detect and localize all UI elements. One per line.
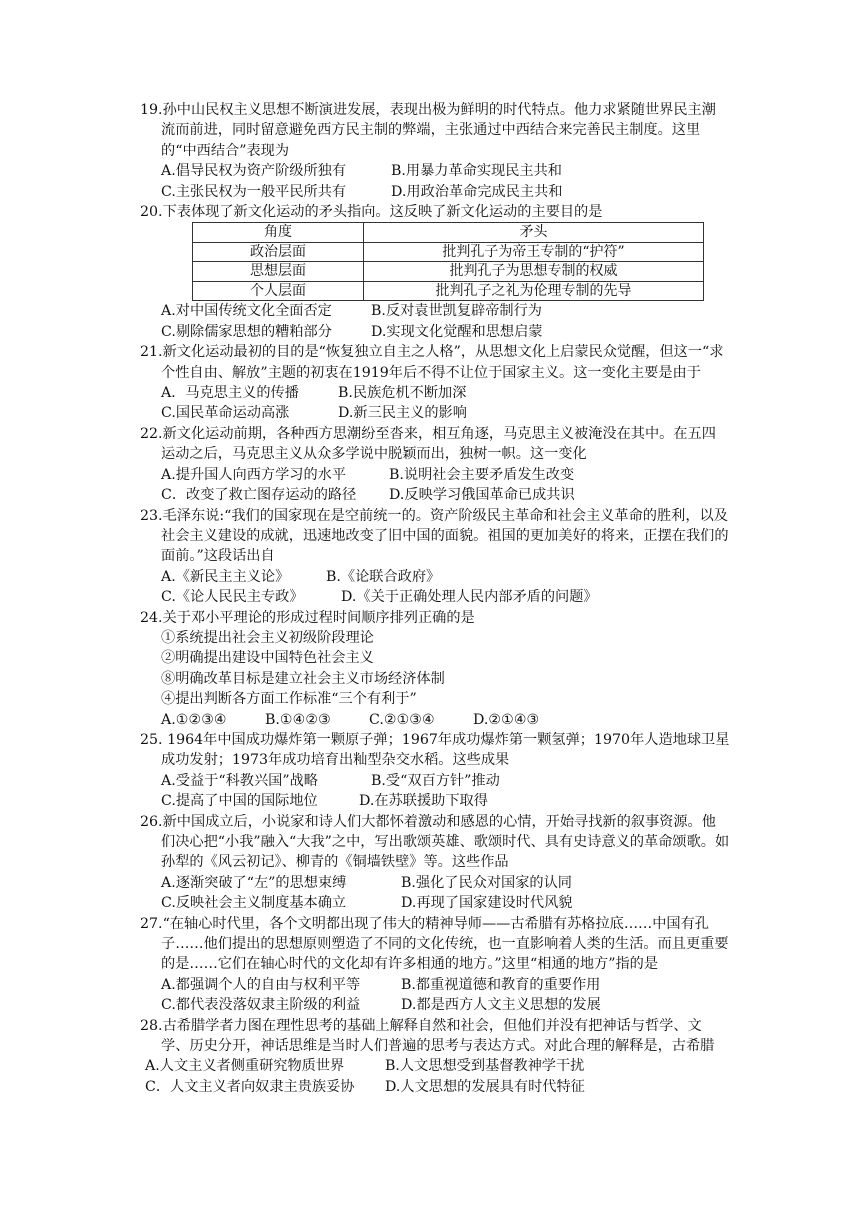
target-table — [192, 222, 704, 301]
question-stem: 24.关于邓小平理论的形成过程时间顺序排列正确的是 — [140, 609, 475, 626]
statement-item: ①系统提出社会主义初级阶段理论 — [161, 629, 374, 646]
option-c[interactable]: C．改变了救亡图存运动的路径 — [161, 487, 357, 504]
table-cell: 批判孔子为帝王专制的“护符” — [364, 242, 704, 262]
option-d[interactable]: D.实现文化觉醒和思想启蒙 — [371, 323, 543, 340]
option-a[interactable]: A.提升国人向西方学习的水平 — [161, 466, 347, 483]
option-b[interactable]: B.《论联合政府》 — [326, 568, 441, 585]
question-stem: 25. 1964年中国成功爆炸第一颗原子弹；1967年成功爆炸第一颗氢弹；1970年人造地球卫星成功发射；1973年成功培育出籼型杂交水稻。这些成果 — [140, 731, 730, 769]
question-24 — [140, 608, 730, 730]
table-cell: 思想层面 — [193, 262, 364, 282]
question-26 — [140, 812, 730, 914]
table-header-row — [193, 223, 704, 243]
option-d[interactable]: D.都是西方人文主义思想的发展 — [401, 997, 601, 1014]
statement-item: ②明确提出建设中国特色社会主义 — [161, 650, 374, 667]
option-a[interactable]: A.倡导民权为资产阶级所独有 — [161, 163, 347, 180]
option-d[interactable]: D.新三民主义的影响 — [338, 405, 467, 422]
question-stem: 21.新文化运动最初的目的是“恢复独立自主之人格”，从思想文化上启蒙民众觉醒，但这一“求个性自由、解放”主题的初衷在1919年后不得不让位于国家主义。这一变化主要是由于 — [140, 344, 724, 381]
question-23 — [140, 506, 730, 608]
option-a[interactable]: A.人文主义者侧重研究物质世界 — [145, 1058, 345, 1075]
options — [140, 771, 730, 812]
option-c[interactable]: C.②①③④ — [369, 711, 435, 728]
option-b[interactable]: B.说明社会主要矛盾发生改变 — [389, 466, 575, 483]
option-d[interactable]: D.在苏联援助下取得 — [359, 793, 488, 810]
table-row — [193, 242, 704, 262]
question-27 — [140, 914, 730, 1016]
question-stem: 20.下表体现了新文化运动的矛头指向。这反映了新文化运动的主要目的是 — [140, 204, 603, 221]
option-d[interactable]: D.《关于正确处理人民内部矛盾的问题》 — [341, 589, 598, 606]
statement-list — [140, 628, 730, 710]
table-cell: 个人层面 — [193, 281, 364, 301]
option-a[interactable]: A．马克思主义的传播 — [161, 385, 299, 402]
option-b[interactable]: B.受“双百方针”推动 — [371, 772, 500, 789]
question-19 — [140, 100, 730, 202]
option-a[interactable]: A.①②③④ — [161, 711, 227, 728]
option-d[interactable]: D.再现了国家建设时代风貌 — [401, 895, 573, 912]
question-stem: 23.毛泽东说:“我们的国家现在是空前统一的。资产阶级民主革命和社会主义革命的胜利，以及社会主义建设的成就，迅速地改变了旧中国的面貌。祖国的更加美好的将来，正摆在我们的面前。”这段话出自 — [140, 507, 729, 565]
table-cell: 政治层面 — [193, 242, 364, 262]
option-c[interactable]: C.国民革命运动高涨 — [161, 405, 290, 422]
option-c[interactable]: C.《论人民民主专政》 — [161, 589, 304, 606]
question-stem: 26.新中国成立后，小说家和诗人们大都怀着激动和感恩的心情，开始寻找新的叙事资源。他们决心把“小我”融入“大我”之中，写出歌颂英雄、歌颂时代、具有史诗意义的革命颂歌。如孙犁的《风云初记》、柳青的《铜墙铁壁》等。这些作品 — [140, 813, 730, 871]
options — [140, 301, 730, 342]
options — [140, 1056, 730, 1097]
option-d[interactable]: D.②①④③ — [473, 711, 540, 728]
option-a[interactable]: A.对中国传统文化全面否定 — [161, 303, 332, 320]
options — [140, 873, 730, 914]
question-stem: 27.“在轴心时代里，各个文明都出现了伟大的精神导师——古希腊有苏格拉底……中国有孔子……他们提出的思想原则塑造了不同的文化传统，也一直影响着人类的生活。而且更重要的是……它们在轴心时代的文化却有许多相通的地方。”这里“相通的地方”指的是 — [140, 915, 729, 973]
option-b[interactable]: B.①④②③ — [265, 711, 331, 728]
option-a[interactable]: A.受益于“科教兴国”战略 — [161, 772, 318, 789]
option-b[interactable]: B.强化了民众对国家的认同 — [401, 874, 572, 891]
option-c[interactable]: C.主张民权为一般平民所共有 — [161, 183, 347, 200]
option-b[interactable]: B.用暴力革命实现民主共和 — [391, 163, 562, 180]
table-cell: 批判孔子之礼为伦理专制的先导 — [364, 281, 704, 301]
question-21 — [140, 342, 730, 424]
question-28 — [140, 1016, 730, 1098]
option-d[interactable]: D.反映学习俄国革命已成共识 — [389, 487, 575, 504]
option-b[interactable]: B.反对袁世凯复辟帝制行为 — [371, 303, 542, 320]
options — [140, 465, 730, 506]
exam-page — [0, 100, 860, 1097]
question-stem: 19.孙中山民权主义思想不断演进发展，表现出极为鲜明的时代特点。他力求紧随世界民主潮流而前进，同时留意避免西方民主制的弊端，主张通过中西结合来完善民主制度。这里的“中西结合”表现为 — [140, 102, 716, 159]
table-row — [193, 281, 704, 301]
options — [140, 975, 730, 1016]
option-b[interactable]: B.都重视道德和教育的重要作用 — [401, 976, 601, 993]
option-c[interactable]: C.剔除儒家思想的糟粕部分 — [161, 323, 332, 340]
question-20 — [140, 202, 730, 342]
option-d[interactable]: D.用政治革命完成民主共和 — [391, 183, 563, 200]
option-c[interactable]: C.都代表没落奴隶主阶级的利益 — [161, 997, 361, 1014]
options — [140, 567, 730, 608]
options — [140, 383, 730, 424]
table-row — [193, 262, 704, 282]
option-c[interactable]: C．人文主义者向奴隶主贵族妥协 — [145, 1078, 355, 1095]
option-b[interactable]: B.人文思想受到基督教神学干扰 — [385, 1058, 585, 1075]
table-header: 矛头 — [364, 223, 704, 243]
option-c[interactable]: C.反映社会主义制度基本确立 — [161, 895, 347, 912]
question-25 — [140, 730, 730, 812]
question-22 — [140, 424, 730, 506]
statement-item: ④提出判断各方面工作标准“三个有利于” — [161, 691, 417, 708]
statement-item: ⑧明确改革目标是建立社会主义市场经济体制 — [161, 670, 445, 687]
option-d[interactable]: D.人文思想的发展具有时代特征 — [385, 1078, 585, 1095]
question-stem: 28.古希腊学者力图在理性思考的基础上解释自然和社会，但他们并没有把神话与哲学、文学、历史分开，神话思维是当时人们普遍的思考与表达方式。对此合理的解释是，古希腊 — [140, 1017, 715, 1055]
table-header: 角度 — [193, 223, 364, 243]
options — [140, 161, 730, 202]
options — [140, 710, 730, 730]
option-b[interactable]: B.民族危机不断加深 — [338, 385, 467, 402]
option-c[interactable]: C.提高了中国的国际地位 — [161, 793, 318, 810]
option-a[interactable]: A.逐渐突破了“左”的思想束缚 — [161, 874, 347, 891]
option-a[interactable]: A.都强调个人的自由与权利平等 — [161, 976, 361, 993]
table-cell: 批判孔子为思想专制的权威 — [364, 262, 704, 282]
option-a[interactable]: A.《新民主主义论》 — [161, 568, 290, 585]
question-stem: 22.新文化运动前期，各种西方思潮纷至沓来，相互角逐，马克思主义被淹没在其中。在五四运动之后，马克思主义从众多学说中脱颖而出，独树一帜。这一变化 — [140, 425, 716, 463]
